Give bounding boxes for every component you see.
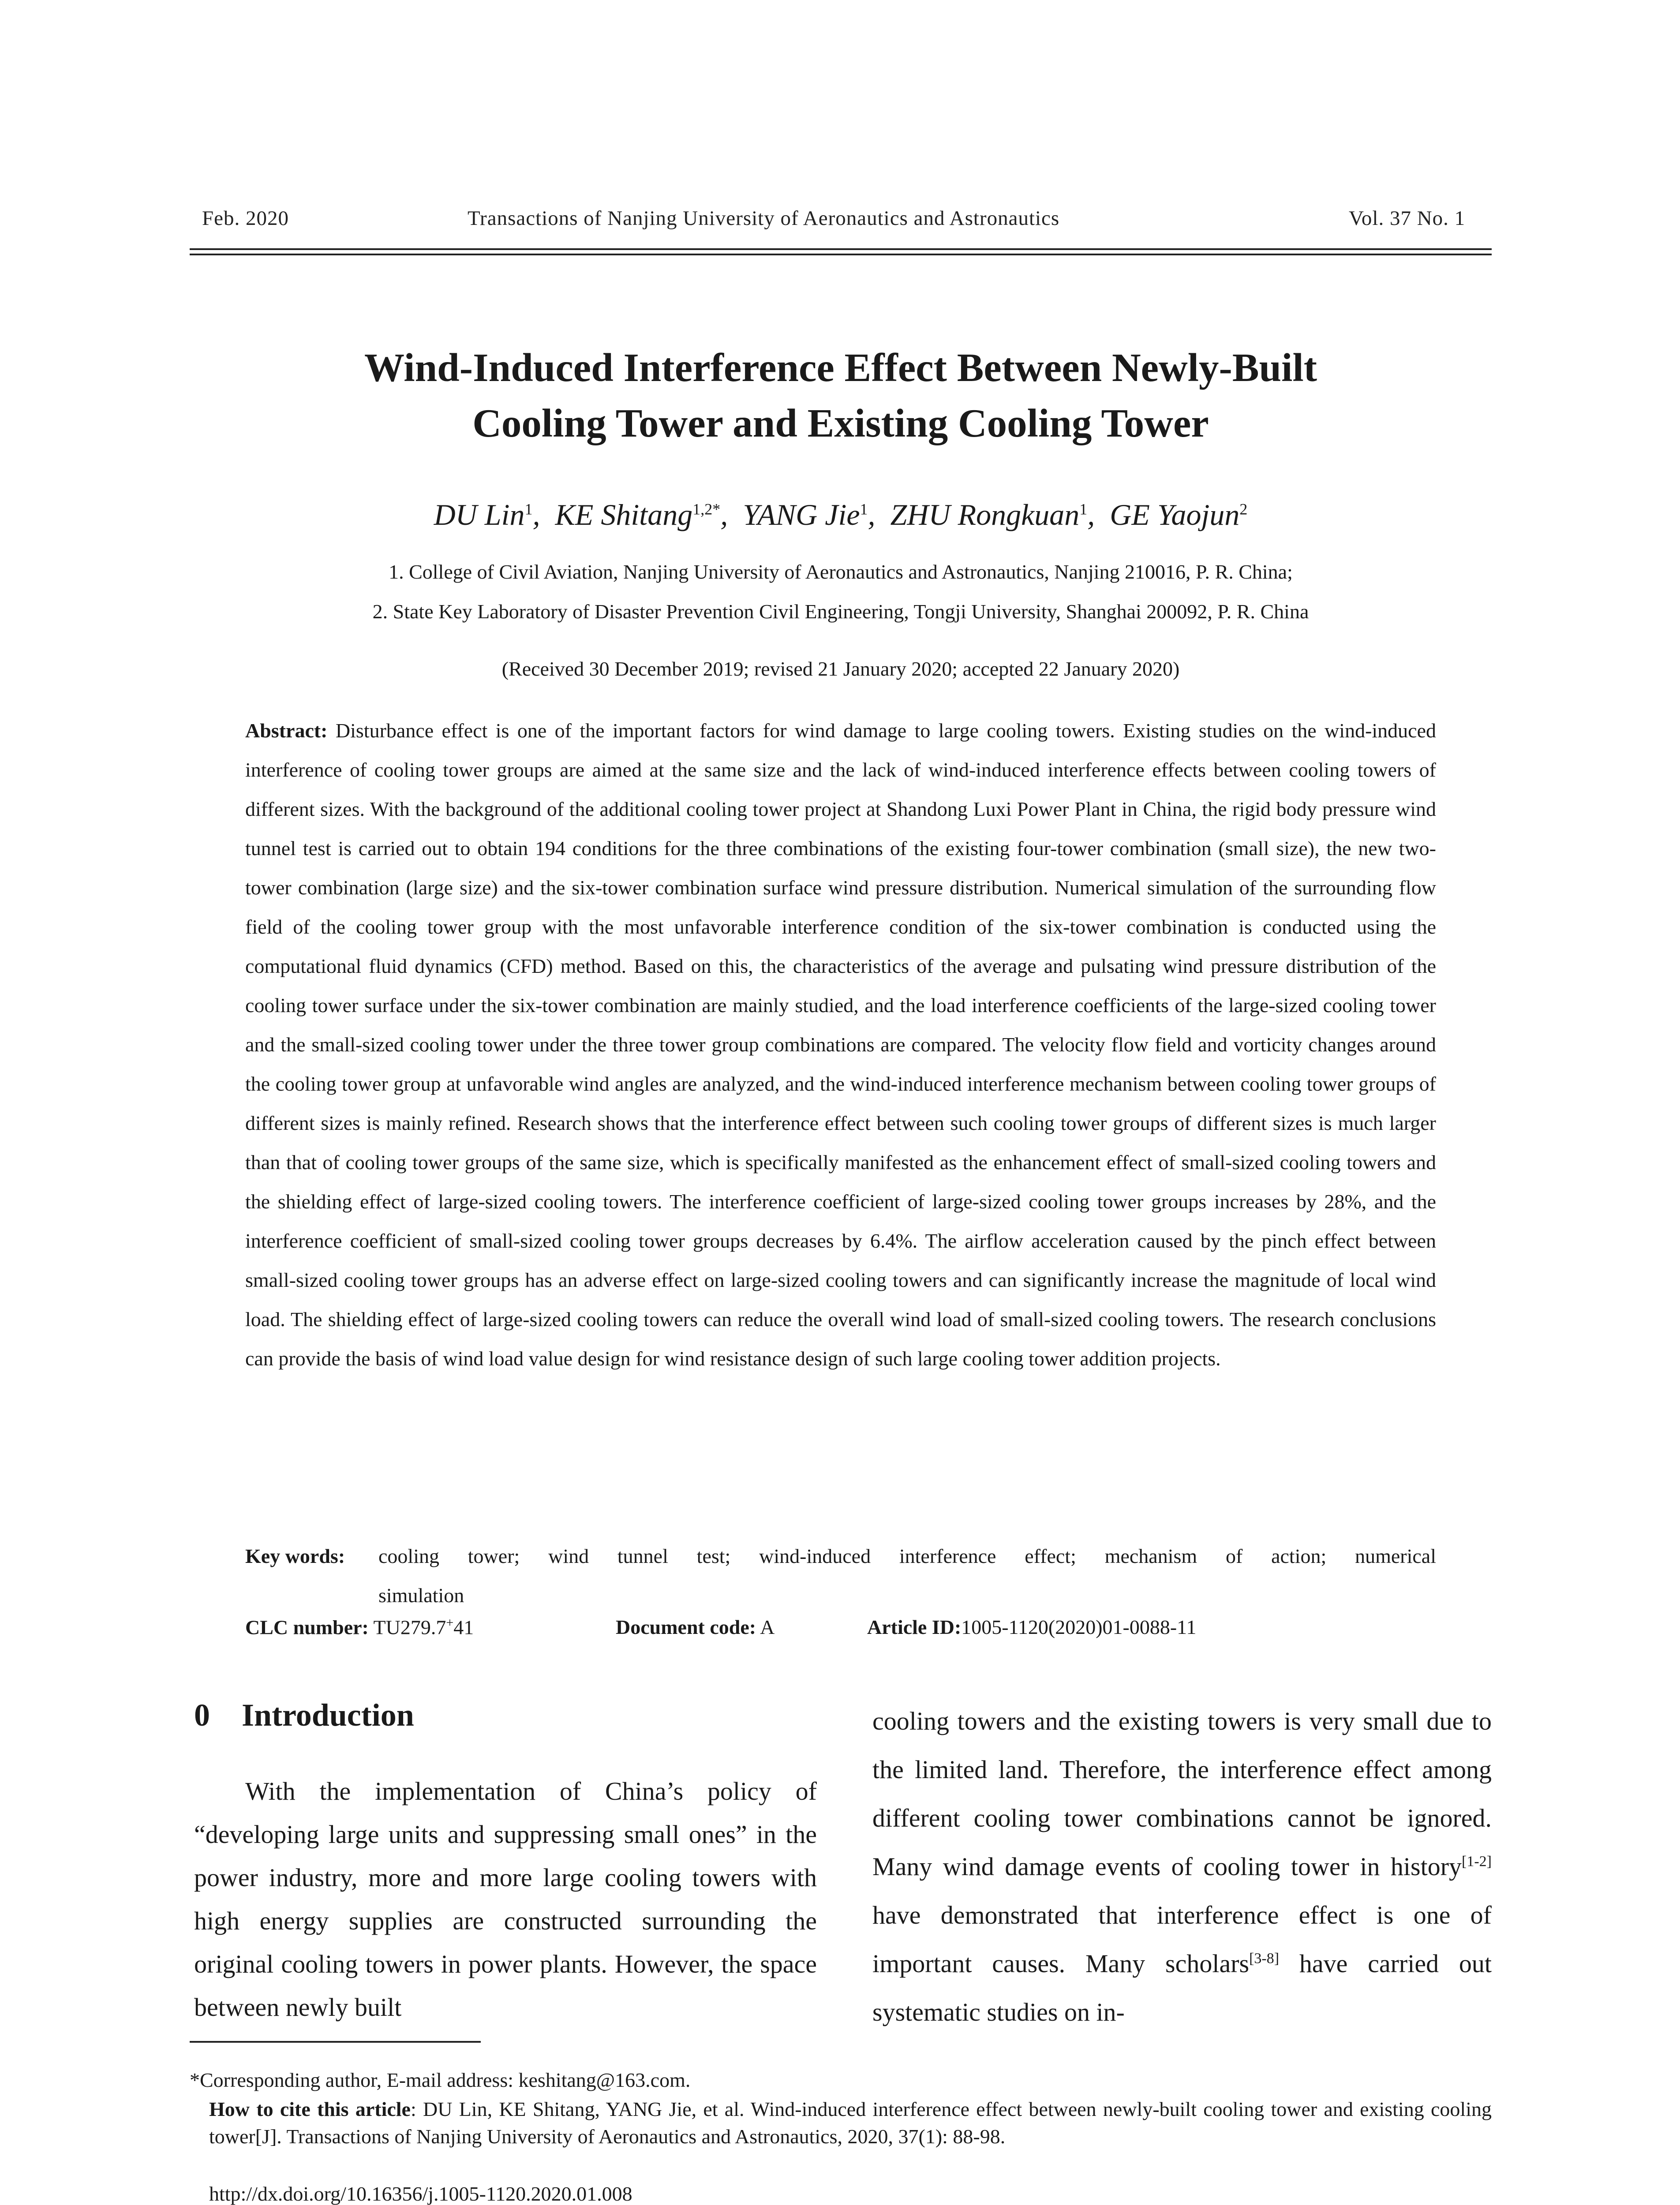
header-volume: Vol. 37 No. 1 <box>1349 207 1466 230</box>
doc-code-label: Document code: <box>616 1616 756 1638</box>
footnote-rule <box>190 2041 481 2043</box>
clc-tail: 41 <box>453 1616 474 1639</box>
author-affil-mark: 1 <box>860 500 868 518</box>
author-affil-mark: 1 <box>524 500 533 518</box>
author-affil-mark: 1 <box>1079 500 1088 518</box>
citation-ref: [3-8] <box>1249 1950 1280 1967</box>
footnote-citation <box>209 2096 1492 2150</box>
abstract-label: Abstract: <box>245 719 328 742</box>
abstract-text: Disturbance effect is one of the important factors for wind damage to large cooling towers. Existing studies on the wind-induced interference of cooling tower groups are aimed at the same size and the lack of wind-induced interference effects between cooling towers of different sizes. With the background of the additional cooling tower project at Shandong Luxi Power Plant in China, the rigid body pressure wind tunnel test is carried out to obtain 194 conditions for the three combinations of the existing four-tower combination (small size), the new two-tower combination (large size) and the six-tower combination surface wind pressure distribution. Numerical simulation of the surrounding flow field of the cooling tower group with the most unfavorable interference condition of the six-tower combination is conducted using the computational fluid dynamics (CFD) method. Based on this, the characteristics of the average and pulsating wind pressure distribution of the cooling tower surface under the six-tower combination are mainly studied, and the load interference coefficients of the large-sized cooling tower and the small-sized cooling tower under the three tower group combinations are compared. The velocity flow field and vorticity changes around the cooling tower group at unfavorable wind angles are analyzed, and the wind-induced interference mechanism between cooling tower groups of different sizes is mainly refined. Research shows that the interference effect between such cooling tower groups of different sizes is much larger than that of cooling tower groups of the same size, which is specifically manifested as the enhancement effect of small-sized cooling towers and the shielding effect of large-sized cooling towers. The interference coefficient of large-sized cooling tower groups increases by 28%, and the interference coefficient of small-sized cooling tower groups decreases by 6.4%. The airflow acceleration caused by the pinch effect between small-sized cooling tower groups has an adverse effect on large-sized cooling towers and can significantly increase the magnitude of local wind load. The shielding effect of large-sized cooling towers can reduce the overall wind load of small-sized cooling towers. The research conclusions can provide the basis of wind load value design for wind resistance design of such large cooling tower addition projects. <box>245 719 1436 1370</box>
body-text: have carried out systematic studies on in- <box>872 1949 1492 2026</box>
author-list: DU Lin$^1$, KE Shitang$^{1,2*}$, YANG Jie$^1$, ZHU Rongkuan$^1$, GE Yaojun$^2$ <box>434 498 1248 531</box>
body-text: cooling towers and the existing towers is very small due to the limited land. Therefore, the interference effect among different cooling tower combinations cannot be ignored. Many wind damage events of cooling tower in history <box>872 1707 1492 1881</box>
author-name: DU Lin <box>434 498 525 531</box>
keywords-line2: simulation <box>378 1584 464 1607</box>
document-code <box>616 1615 775 1639</box>
paper-title-line2: Cooling Tower and Existing Cooling Tower <box>472 401 1209 445</box>
affiliation-1: 1. College of Civil Aviation, Nanjing University of Aeronautics and Astronautics, Nanjing 210016, P. R. China; <box>389 561 1293 583</box>
author-name: GE Yaojun <box>1110 498 1240 531</box>
body-paragraph <box>872 1697 1492 2037</box>
cite-label: How to cite this article <box>209 2098 411 2120</box>
body-column-right <box>872 1697 1492 2037</box>
section-title: Introduction <box>242 1697 414 1733</box>
author-affil-mark: 1,2* <box>692 500 721 518</box>
keywords-line1: cooling tower; wind tunnel test; wind-induced interference effect; mechanism of action; numerical <box>378 1545 1436 1567</box>
header-rule <box>190 248 1492 250</box>
body-text: have demonstrated that interference effect is one of important causes. Many scholars <box>872 1901 1492 1978</box>
doi-link[interactable]: http://dx.doi.org/10.16356/j.1005-1120.2020.01.008 <box>209 2183 632 2205</box>
article-id <box>867 1615 1196 1639</box>
clc-value: TU279.7 <box>373 1616 446 1639</box>
header-journal: Transactions of Nanjing University of Aeronautics and Astronautics <box>468 207 1060 230</box>
affiliation-2: 2. State Key Laboratory of Disaster Prevention Civil Engineering, Tongji University, Shanghai 200092, P. R. China <box>372 600 1309 623</box>
cite-text: : DU Lin, KE Shitang, YANG Jie, et al. Wind-induced interference effect between newly-built cooling tower and existing cooling tower[J]. Transactions of Nanjing University of Aeronautics and Astronautics, 2020, 37(1): 88-98. <box>209 2098 1492 2148</box>
header-rule <box>190 254 1492 255</box>
author-name: KE Shitang <box>555 498 693 531</box>
author-name: YANG Jie <box>743 498 860 531</box>
keywords <box>245 1536 1436 1607</box>
section-heading <box>194 1697 414 1734</box>
body-column-left <box>194 1770 817 2029</box>
section-number: 0 <box>194 1697 210 1733</box>
doc-code-value: A <box>760 1616 775 1638</box>
article-id-value: 1005-1120(2020)01-0088-11 <box>961 1616 1197 1638</box>
author-name: ZHU Rongkuan <box>890 498 1080 531</box>
clc-label: CLC number: <box>245 1616 369 1639</box>
clc-sup: + <box>446 1615 454 1630</box>
author-affil-mark: 2 <box>1239 500 1248 518</box>
footnote-corresponding: *Corresponding author, E-mail address: keshitang@163.com. <box>190 2069 691 2091</box>
clc-number <box>245 1615 474 1639</box>
body-paragraph: With the implementation of China’s policy of “developing large units and suppressing small ones” in the power industry, more and more large cooling towers with high energy supplies are constructed surrounding the original cooling towers in power plants. However, the space between newly built <box>194 1777 817 2022</box>
header-date: Feb. 2020 <box>202 207 289 230</box>
keywords-label: Key words: <box>245 1545 345 1567</box>
received-dates: (Received 30 December 2019; revised 21 January 2020; accepted 22 January 2020) <box>501 658 1180 680</box>
citation-ref: [1-2] <box>1462 1853 1492 1870</box>
article-id-label: Article ID: <box>867 1616 962 1638</box>
abstract <box>245 711 1436 1378</box>
paper-title-line1: Wind-Induced Interference Effect Between Newly-Built <box>364 345 1317 390</box>
